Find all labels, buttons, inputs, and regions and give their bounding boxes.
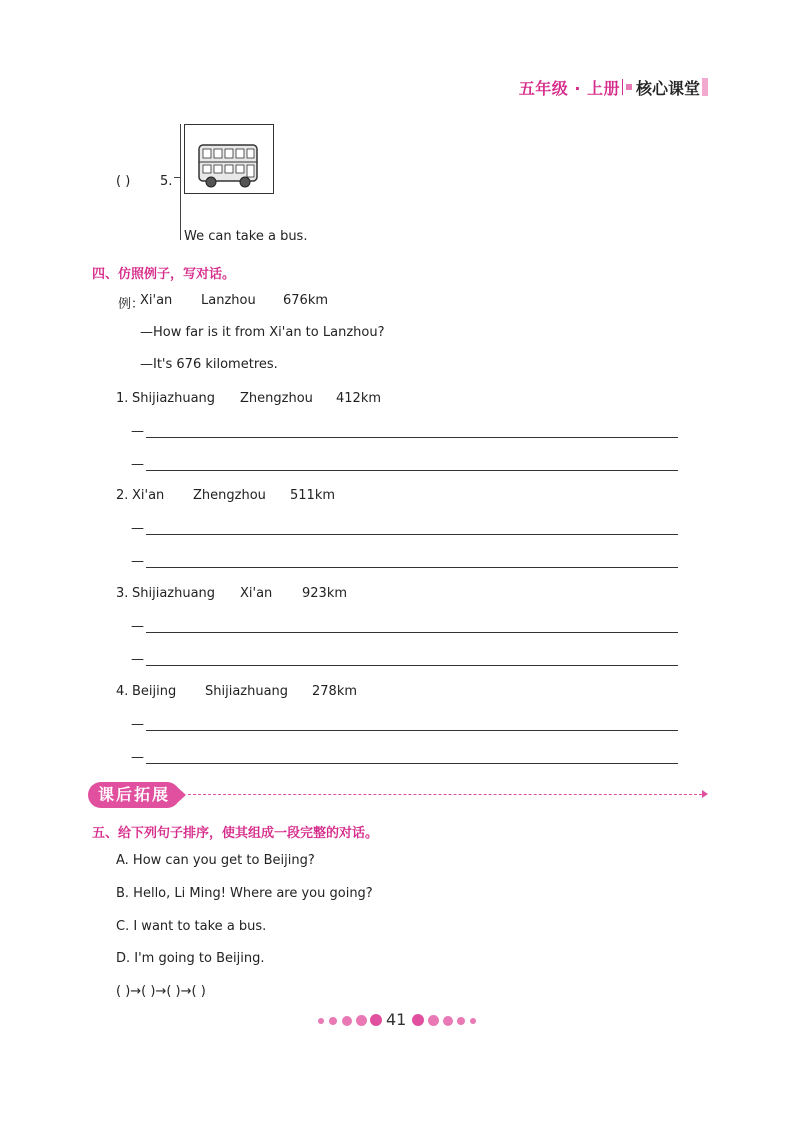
example-distance: 676km	[283, 293, 329, 308]
item2-number: 2.	[116, 488, 129, 503]
page-dot-icon	[318, 1018, 324, 1024]
item2-distance: 511km	[290, 488, 336, 503]
part5-title: 五、给下列句子排序，使其组成一段完整的对话。	[92, 826, 379, 841]
dotted-divider	[188, 794, 702, 795]
brace-tip	[174, 177, 181, 178]
item3-distance: 923km	[302, 586, 348, 601]
item2-answer-line-a[interactable]	[146, 567, 678, 568]
q5-caption: We can take a bus.	[184, 229, 308, 244]
order-answer[interactable]: ( )→( )→( )→( )	[116, 984, 206, 999]
page-dot-icon	[412, 1014, 424, 1026]
item3-dash-q: —	[131, 619, 144, 634]
page-number: 41	[386, 1010, 407, 1029]
sentence-a: A. How can you get to Beijing?	[116, 853, 315, 868]
brace-line	[180, 124, 181, 240]
item2-to: Zhengzhou	[193, 488, 266, 503]
item1-from: Shijiazhuang	[132, 391, 216, 406]
item1-dash-a: —	[131, 457, 144, 472]
item1-answer-line-a[interactable]	[146, 470, 678, 471]
item1-answer-line-q[interactable]	[146, 437, 678, 438]
header-grade: 五年级 · 上册	[518, 79, 620, 98]
q5-answer-paren[interactable]: ( )	[116, 174, 131, 189]
part4-title: 四、仿照例子，写对话。	[92, 267, 236, 282]
divider-arrow-icon	[702, 790, 708, 798]
page-dot-icon	[443, 1016, 453, 1026]
page-dot-icon	[470, 1018, 476, 1024]
item3-to: Xi'an	[240, 586, 273, 601]
header-end-bar	[702, 78, 708, 96]
example-answer: —It's 676 kilometres.	[140, 357, 278, 372]
page-dot-icon	[356, 1015, 367, 1026]
item4-answer-line-q[interactable]	[146, 730, 678, 731]
q5-number: 5.	[160, 174, 173, 189]
item4-number: 4.	[116, 684, 129, 699]
item1-distance: 412km	[336, 391, 382, 406]
item3-number: 3.	[116, 586, 129, 601]
header-square-icon	[626, 84, 632, 90]
item2-dash-q: —	[131, 521, 144, 536]
item2-from: Xi'an	[132, 488, 165, 503]
example-to: Lanzhou	[201, 293, 256, 308]
bus-image	[184, 124, 274, 194]
badge-arrow-icon	[176, 786, 186, 804]
sentence-d: D. I'm going to Beijing.	[116, 951, 265, 966]
page-dot-icon	[370, 1014, 382, 1026]
header-section: 核心课堂	[636, 79, 701, 98]
example-from: Xi'an	[140, 293, 173, 308]
item2-answer-line-q[interactable]	[146, 534, 678, 535]
example-question: —How far is it from Xi'an to Lanzhou?	[140, 325, 385, 340]
item1-dash-q: —	[131, 424, 144, 439]
item3-answer-line-q[interactable]	[146, 632, 678, 633]
item4-to: Shijiazhuang	[205, 684, 289, 699]
item3-dash-a: —	[131, 652, 144, 667]
sentence-b: B. Hello, Li Ming! Where are you going?	[116, 886, 373, 901]
page-dot-icon	[428, 1015, 439, 1026]
header-divider	[622, 79, 623, 95]
page-dot-icon	[329, 1017, 337, 1025]
item1-number: 1.	[116, 391, 129, 406]
page-dot-icon	[457, 1017, 465, 1025]
bus-icon	[185, 125, 273, 193]
item4-distance: 278km	[312, 684, 358, 699]
item3-answer-line-a[interactable]	[146, 665, 678, 666]
item4-dash-q: —	[131, 717, 144, 732]
item4-answer-line-a[interactable]	[146, 763, 678, 764]
example-label: 例：	[118, 297, 145, 312]
page-dot-icon	[342, 1016, 352, 1026]
item4-dash-a: —	[131, 750, 144, 765]
item1-to: Zhengzhou	[240, 391, 313, 406]
sentence-c: C. I want to take a bus.	[116, 919, 267, 934]
item3-from: Shijiazhuang	[132, 586, 216, 601]
item4-from: Beijing	[132, 684, 177, 699]
item2-dash-a: —	[131, 554, 144, 569]
extension-badge: 课后拓展	[88, 782, 180, 808]
